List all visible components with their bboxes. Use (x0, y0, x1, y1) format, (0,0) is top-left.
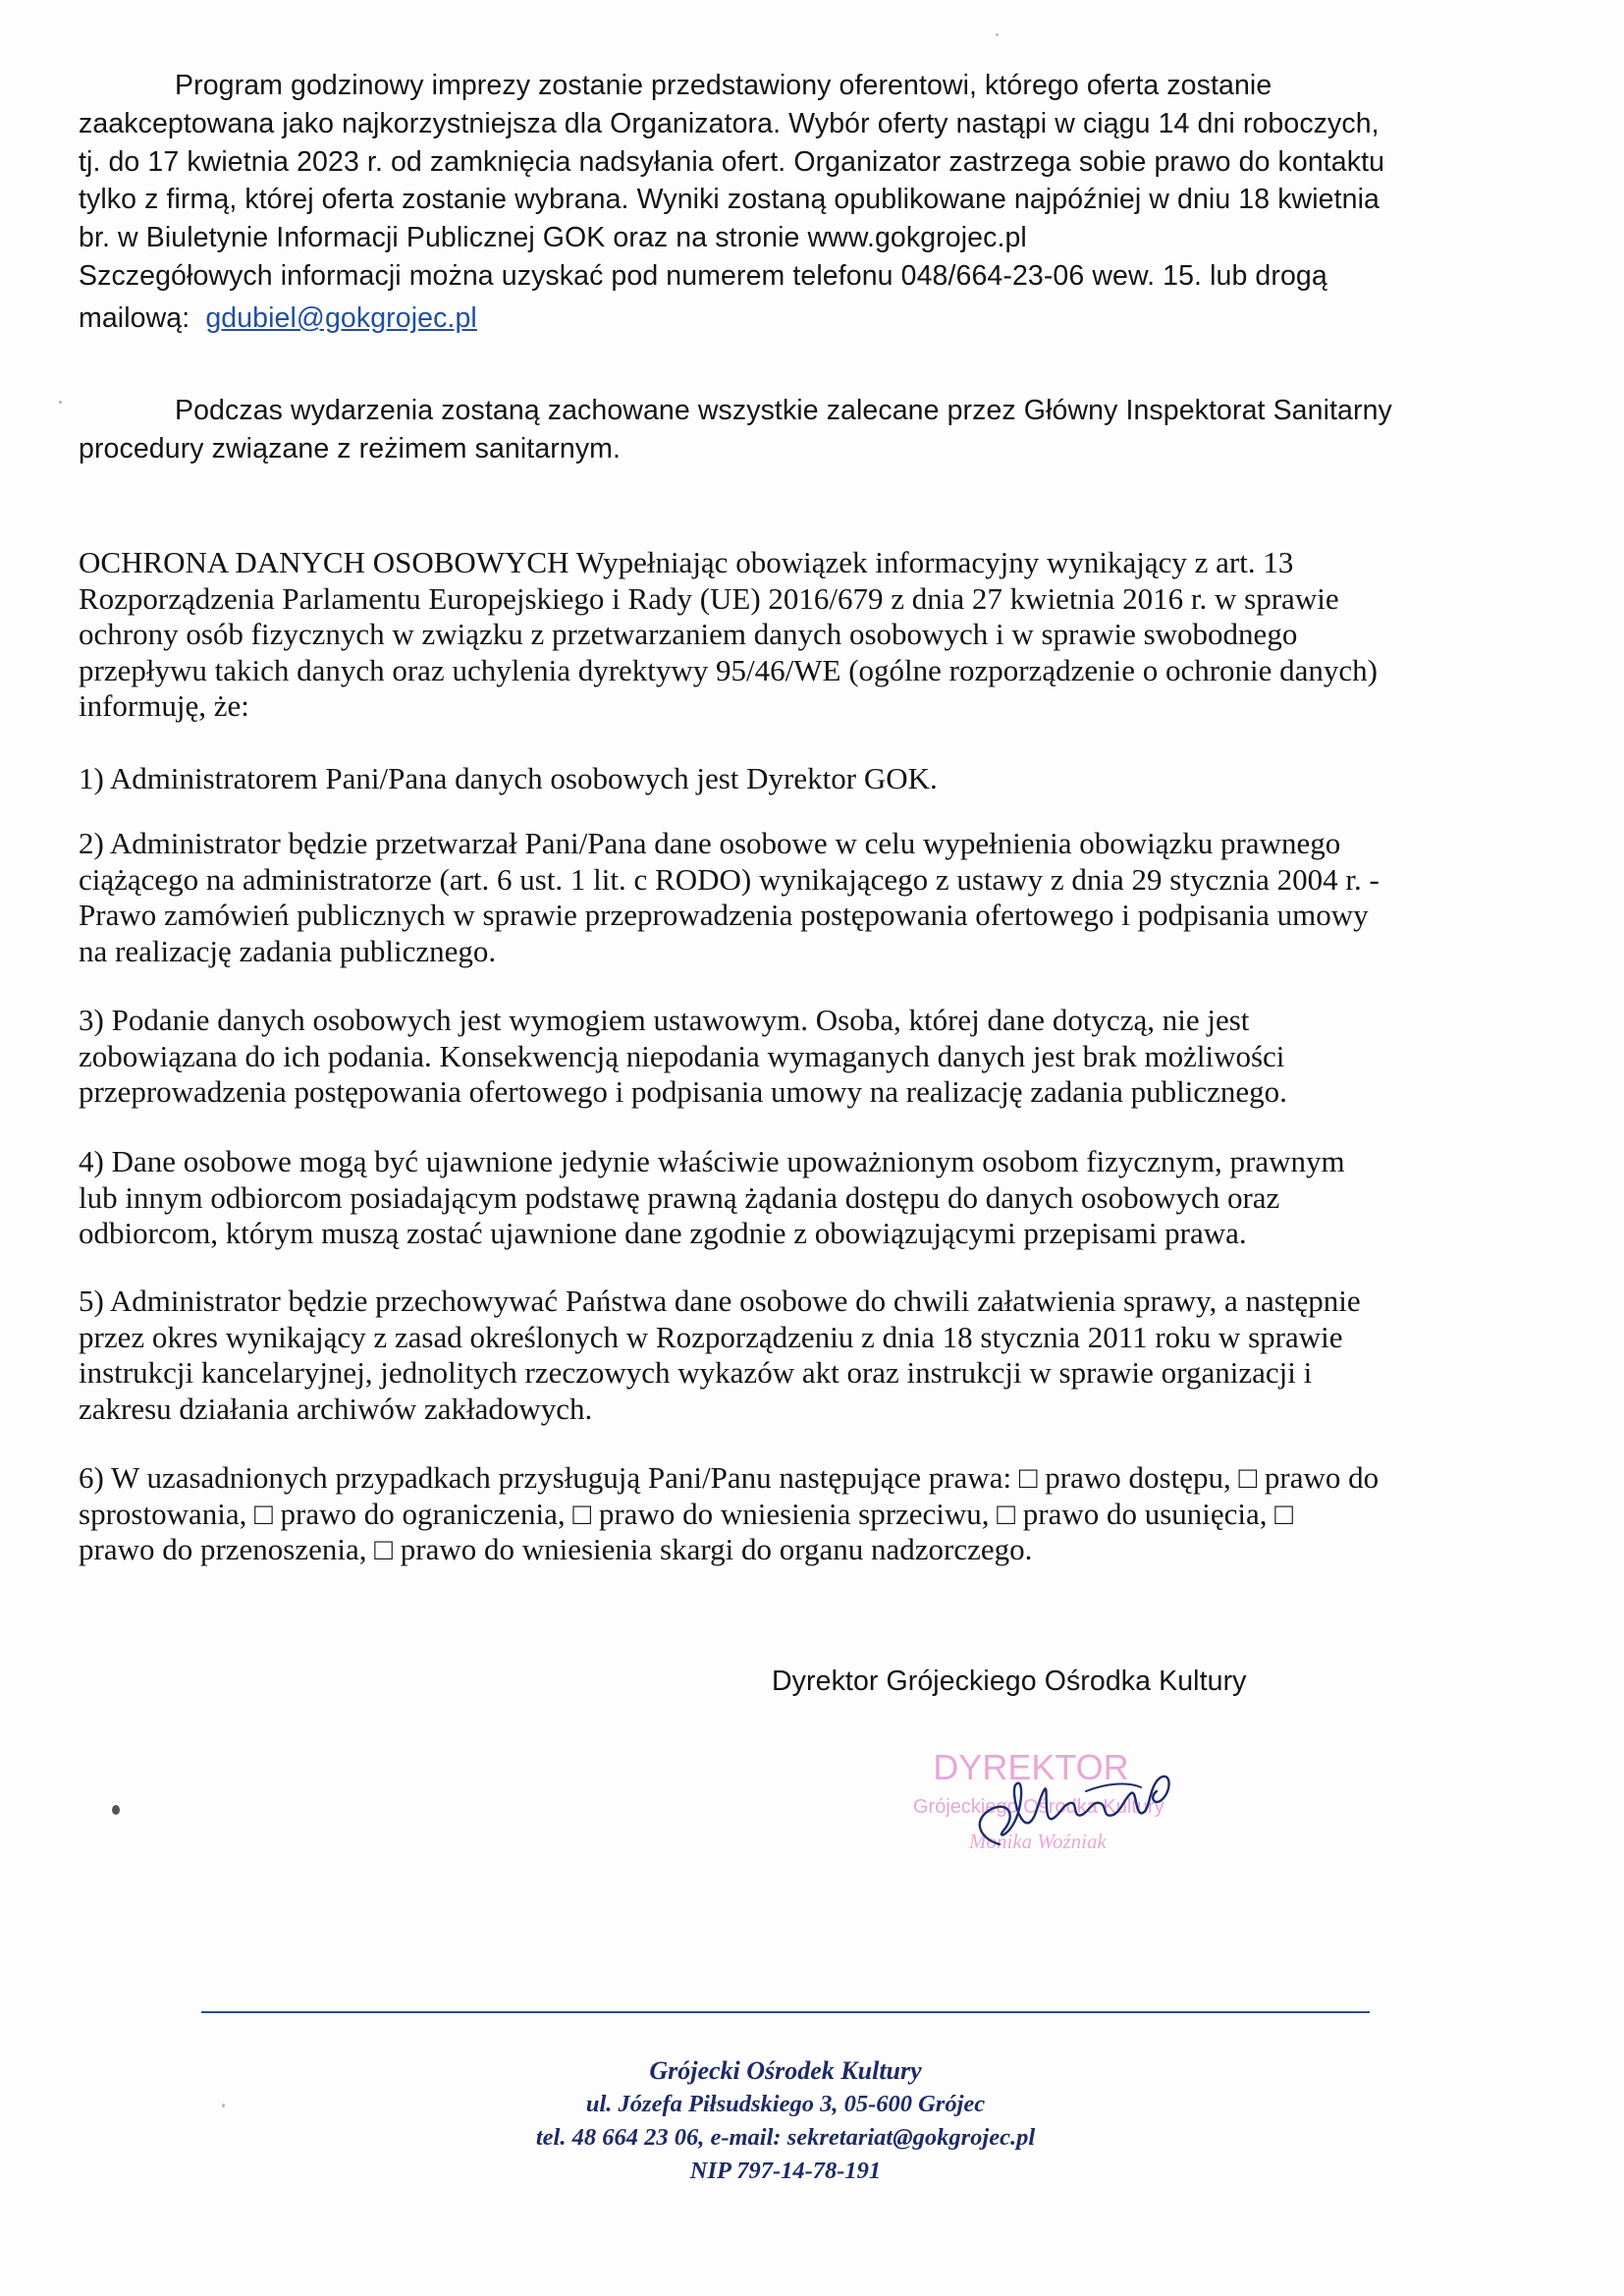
gdpr-point-line: prawo do przenoszenia, □ prawo do wniesienia skargi do organu nadzorczego. (79, 1532, 1033, 1566)
gdpr-point-line: odbiorcom, którym muszą zostać ujawnione dane zgodnie z obowiązującymi przepisami prawa. (79, 1216, 1247, 1250)
gdpr-point-line: przeprowadzenia postępowania ofertowego i podpisania umowy na realizację zadania publicznego. (79, 1074, 1287, 1109)
gdpr-point-line: 4) Dane osobowe mogą być ujawnione jedynie właściwie upoważnionym osobom fizycznym, prawnym (79, 1144, 1345, 1178)
signature-title: Dyrektor Grójeckiego Ośrodka Kultury (772, 1666, 1247, 1697)
offer-info-line: Program godzinowy imprezy zostanie przedstawiony oferentowi, którego oferta zostanie (175, 70, 1272, 101)
footer-nip: NIP 797-14-78-191 (689, 2158, 882, 2184)
gdpr-point-line: 1) Administratorem Pani/Pana danych osobowych jest Dyrektor GOK. (79, 761, 938, 795)
gdpr-header-line: ochrony osób fizycznych w związku z przetwarzaniem danych osobowych i w sprawie swobodnego (79, 617, 1298, 651)
gdpr-point-line: 5) Administrator będzie przechowywać Państwa dane osobowe do chwili załatwienia sprawy, a następnie (79, 1284, 1361, 1318)
gdpr-point-5 (79, 1284, 1492, 1427)
stamp-org: Grójeckiego Ośrodka Kultury (913, 1796, 1164, 1818)
gdpr-header-line: przepływu takich danych oraz uchylenia dyrektywy 95/46/WE (ogólne rozporządzenie o ochronie danych) (79, 652, 1379, 687)
scan-speck (112, 1805, 120, 1815)
gdpr-point-line: zakresu działania archiwów zakładowych. (79, 1391, 593, 1426)
gdpr-point-line: na realizację zadania publicznego. (79, 933, 497, 968)
offer-info-line: tylko z firmą, której oferta zostanie wybrana. Wyniki zostaną opublikowane najpóźniej w dniu 18 kwietnia (79, 184, 1380, 216)
gdpr-point-line: sprostowania, □ prawo do ograniczenia, □ prawo do wniesienia sprzeciwu, □ prawo do usunięcia, □ (79, 1496, 1294, 1531)
scan-speck (222, 2104, 225, 2107)
offer-info-paragraph (79, 67, 1492, 338)
email-line (79, 300, 1492, 338)
gdpr-header-paragraph (79, 545, 1492, 725)
footer-divider (201, 2011, 1370, 2013)
footer-contact: tel. 48 664 23 06, e-mail: sekretariat@gokgrojec.pl (535, 2124, 1036, 2151)
offer-info-line: br. w Biuletynie Informacji Publicznej GOK oraz na stronie www.gokgrojec.pl (79, 222, 1027, 254)
scan-speck (996, 33, 999, 36)
footer-address: ul. Józefa Piłsudskiego 3, 05-600 Grójec (585, 2091, 986, 2117)
footer-org-name: Grójecki Ośrodek Kultury (649, 2056, 922, 2085)
gdpr-point-2 (79, 826, 1492, 969)
sanitary-line: Podczas wydarzenia zostaną zachowane wszystkie zalecane przez Główny Inspektorat Sanitarny (175, 395, 1392, 426)
offer-info-line: tj. do 17 kwietnia 2023 r. od zamknięcia nadsyłania ofert. Organizator zastrzega sobie prawo do kontaktu (79, 145, 1385, 178)
sanitary-paragraph (79, 392, 1492, 468)
footer (295, 2054, 1276, 2188)
gdpr-point-line: zobowiązana do ich podania. Konsekwencją niepodania wymaganych danych jest brak możliwości (79, 1038, 1285, 1073)
contact-info-line: Szczegółowych informacji można uzyskać pod numerem telefonu 048/664-23-06 wew. 15. lub drogą (79, 259, 1327, 292)
signature-stamp (913, 1728, 1218, 1876)
stamp-name: Monika Woźniak (969, 1830, 1107, 1853)
email-link[interactable]: gdubiel@gokgrojec.pl (205, 301, 477, 334)
gdpr-header-line: Rozporządzenia Parlamentu Europejskiego i Rady (UE) 2016/679 z dnia 27 kwietnia 2016 r. w sprawie (79, 580, 1339, 616)
gdpr-point-6 (79, 1460, 1492, 1568)
gdpr-point-1 (79, 761, 1492, 797)
gdpr-point-line: 3) Podanie danych osobowych jest wymogiem ustawowym. Osoba, której dane dotyczą, nie jest (79, 1003, 1250, 1037)
gdpr-header-line: informuję, że: (79, 688, 249, 723)
gdpr-point-line: 2) Administrator będzie przetwarzał Pani/Pana dane osobowe w celu wypełnienia obowiązku prawnego (79, 826, 1341, 860)
gdpr-point-line: Prawo zamówień publicznych w sprawie przeprowadzenia postępowania ofertowego i podpisania umowy (79, 898, 1369, 932)
gdpr-point-line: lub innym odbiorcom posiadającym podstawę prawną żądania dostępu do danych osobowych oraz (79, 1179, 1280, 1215)
gdpr-point-4 (79, 1144, 1492, 1252)
gdpr-point-line: ciążącego na administratorze (art. 6 ust. 1 lit. c RODO) wynikającego z ustawy z dnia 29 stycznia 2004 r. - (79, 861, 1380, 897)
gdpr-point-3 (79, 1003, 1492, 1111)
email-label: mailową: (79, 301, 190, 334)
sanitary-line: procedury związane z reżimem sanitarnym. (79, 432, 622, 465)
scan-speck (59, 401, 62, 404)
gdpr-point-line: 6) W uzasadnionych przypadkach przysługują Pani/Panu następujące prawa: □ prawo dostępu, □ prawo do (79, 1460, 1380, 1495)
offer-info-line: zaakceptowana jako najkorzystniejsza dla Organizatora. Wybór oferty nastąpi w ciągu 14 dni roboczych, (79, 107, 1380, 139)
gdpr-header-line: OCHRONA DANYCH OSOBOWYCH Wypełniając obowiązek informacyjny wynikający z art. 13 (79, 545, 1294, 579)
gdpr-point-line: przez okres wynikający z zasad określonych w Rozporządzeniu z dnia 18 stycznia 2011 roku w sprawie (79, 1319, 1343, 1354)
stamp-heading: DYREKTOR (933, 1747, 1129, 1787)
gdpr-point-line: instrukcji kancelaryjnej, jednolitych rzeczowych wykazów akt oraz instrukcji w sprawie organizacji i (79, 1355, 1313, 1390)
